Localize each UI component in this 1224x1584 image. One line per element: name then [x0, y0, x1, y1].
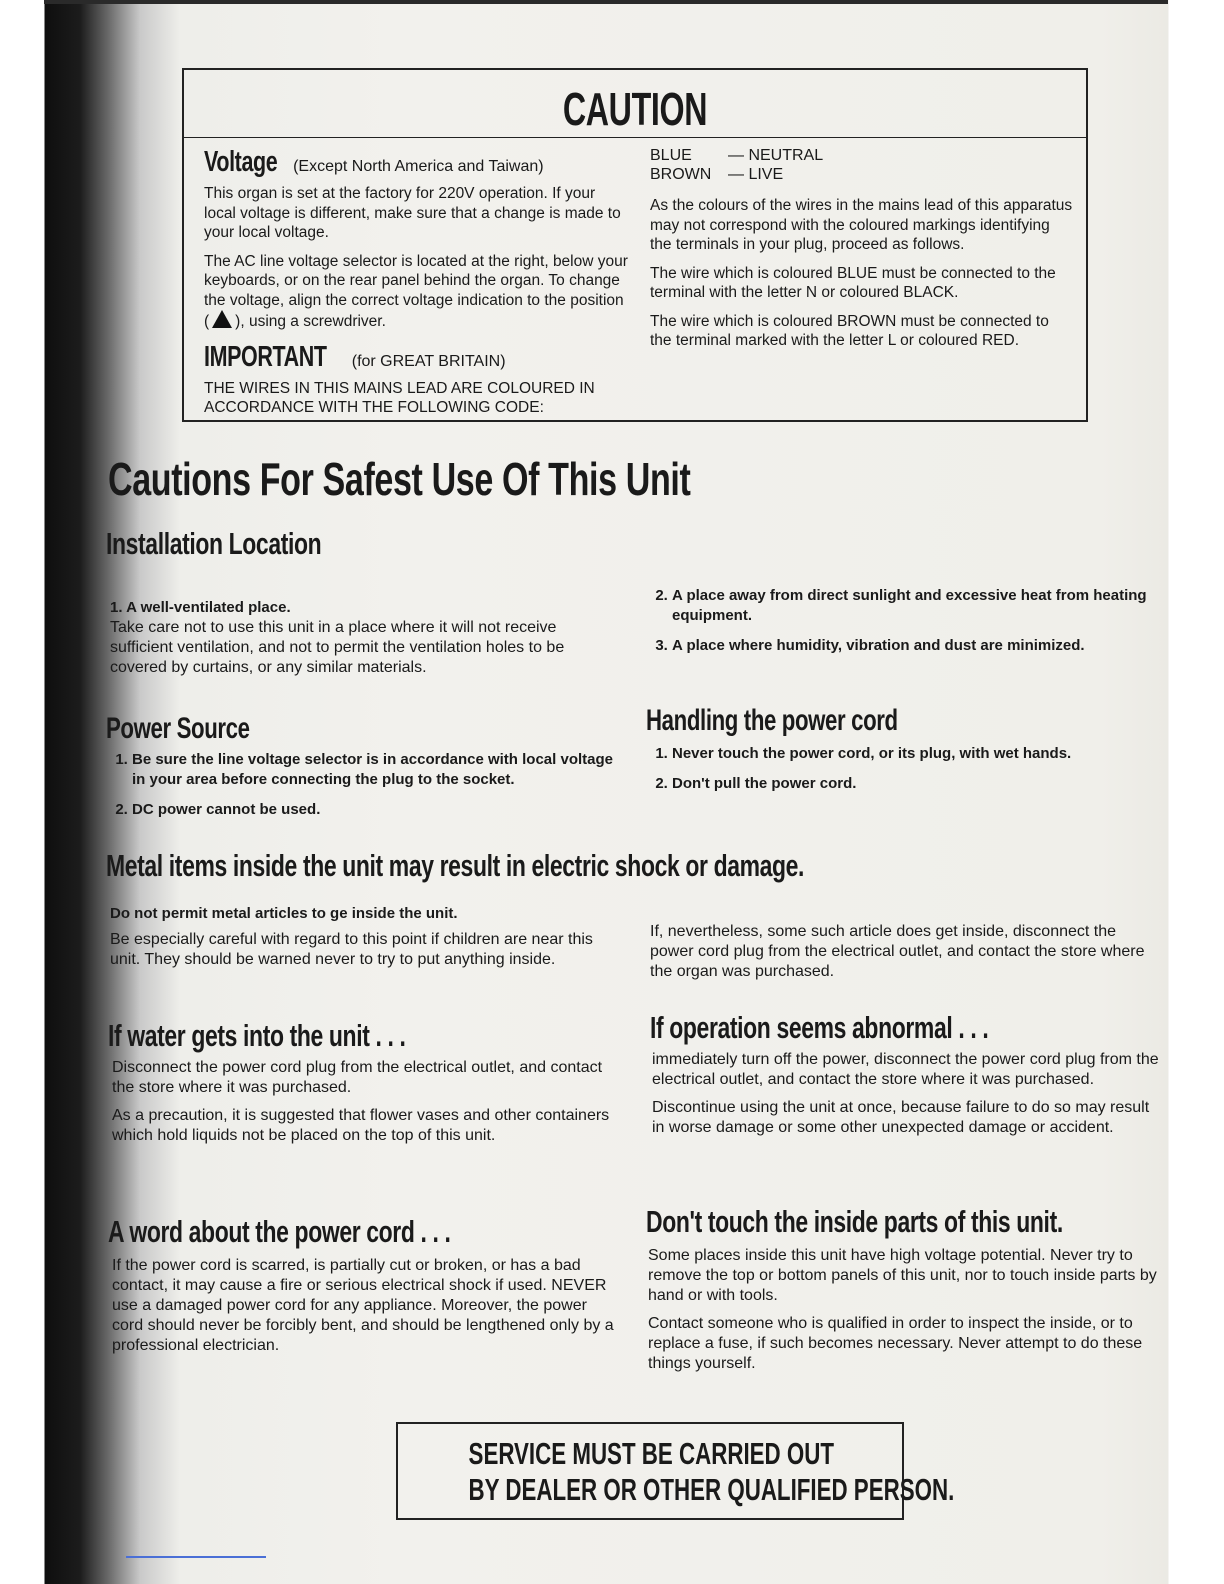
metal-right-paragraph: If, nevertheless, some such article does get inside, disconnect the power cord plug from the electrical outlet, and contact the store where the organ was purchased.	[650, 923, 1145, 980]
abnormal-paragraph-1: immediately turn off the power, disconnect the power cord plug from the electrical outlet, and contact the store where it was purchased.	[652, 1051, 1159, 1088]
water-paragraph-1: Disconnect the power cord plug from the electrical outlet, and contact the store where it was purchased.	[112, 1059, 603, 1096]
installation-heading: Installation Location	[106, 526, 322, 561]
top-edge-line	[44, 0, 1168, 4]
code-brown-meaning: — LIVE	[728, 166, 784, 183]
wires-paragraph-3: The wire which is coloured BROWN must be connected to the terminal marked with the letter L or coloured RED.	[650, 312, 1049, 349]
abnormal-heading: If operation seems abnormal . . .	[650, 1010, 989, 1045]
abnormal-text	[652, 1050, 1164, 1146]
metal-lead: Do not permit metal articles to ge inside the unit.	[110, 905, 458, 922]
voltage-paragraph-1: This organ is set at the factory for 220V operation. If your local voltage is different, make sure that a change is made to your local voltage.	[204, 185, 621, 241]
important-heading: IMPORTANT	[204, 340, 327, 373]
metal-heading: Metal items inside the unit may result in electric shock or damage.	[106, 848, 805, 883]
service-line-2: BY DEALER OR OTHER QUALIFIED PERSON.	[468, 1472, 955, 1507]
voltage-paragraph-2: The AC line voltage selector is located at the right, below your keyboards, or on the rear panel behind the organ. To change the voltage, align the correct voltage indication to the position ( ), using a screwdriver.	[204, 252, 628, 330]
installation-item-1-body: Take care not to use this unit in a place where it will not receive sufficient ventilation, and not to permit the ventilation holes to be covered by curtains, or any similar materials.	[110, 619, 565, 676]
wires-paragraph-1: As the colours of the wires in the mains lead of this apparatus may not correspond with the coloured markings identifying the terminals in your plug, proceed as follows.	[650, 197, 1073, 253]
installation-item-1: 1. A well-ventilated place. Take care not to use this unit in a place where it will not receive sufficient ventilation, and not to permit the ventilation holes to be covered by curtains, or any similar materials.	[110, 598, 620, 678]
wires-paragraph-2: The wire which is coloured BLUE must be connected to the terminal with the letter N or coloured BLACK.	[650, 264, 1056, 301]
water-paragraph-2: As a precaution, it is suggested that flower vases and other containers which hold liquids not be placed on the top of this unit.	[112, 1107, 610, 1144]
installation-item-2: 2. A place away from direct sunlight and excessive heat from heating equipment.	[672, 586, 1148, 626]
power-source-list	[110, 750, 622, 830]
caution-title: CAUTION	[562, 83, 708, 135]
code-blue-meaning: — NEUTRAL	[728, 147, 824, 164]
caution-box	[182, 68, 1088, 422]
caution-divider	[184, 137, 1086, 138]
power-source-item-1: 1. Be sure the line voltage selector is in accordance with local voltage in your area before connecting the plug to the socket.	[132, 750, 622, 790]
triangle-marker-icon	[212, 310, 232, 328]
handling-cord-list	[648, 744, 1148, 804]
inside-parts-paragraph-1: Some places inside this unit have high voltage potential. Never try to remove the top or bottom panels of this unit, nor to touch inside parts by hand or with tools.	[648, 1247, 1157, 1304]
voltage-note: (Except North America and Taiwan)	[293, 158, 544, 175]
code-blue-color: BLUE	[650, 147, 692, 164]
important-note: (for GREAT BRITAIN)	[351, 352, 506, 370]
service-notice-box	[396, 1422, 955, 1520]
handling-cord-item-2: 2. Don't pull the power cord.	[672, 774, 1148, 794]
code-brown-color: BROWN	[650, 166, 712, 183]
footer-link-underline	[126, 1556, 266, 1558]
important-paragraph: THE WIRES IN THIS MAINS LEAD ARE COLOURED IN ACCORDANCE WITH THE FOLLOWING CODE:	[204, 379, 595, 416]
voltage-heading: Voltage	[204, 146, 278, 178]
water-text	[112, 1058, 624, 1154]
handling-cord-heading: Handling the power cord	[646, 704, 898, 737]
metal-left-paragraph: Be especially careful with regard to this point if children are near this unit. They should be warned never to try to put anything inside.	[110, 931, 593, 968]
installation-item-1-title: A well-ventilated place.	[126, 599, 291, 616]
installation-items-right	[648, 586, 1148, 666]
service-line-1: SERVICE MUST BE CARRIED OUT	[468, 1436, 834, 1471]
power-source-item-2: 2. DC power cannot be used.	[132, 800, 622, 820]
abnormal-paragraph-2: Discontinue using the unit at once, because failure to do so may result in worse damage or some other unexpected damage or accident.	[652, 1099, 1150, 1136]
inside-parts-text	[648, 1246, 1160, 1382]
installation-item-3: 3. A place where humidity, vibration and dust are minimized.	[672, 636, 1148, 656]
wire-color-codes	[650, 146, 1074, 184]
caution-left-column	[204, 146, 630, 427]
inside-parts-heading: Don't touch the inside parts of this unit.	[646, 1204, 1063, 1239]
caution-right-column	[650, 146, 1074, 360]
water-heading: If water gets into the unit . . .	[108, 1018, 406, 1053]
cord-word-paragraph: If the power cord is scarred, is partially cut or broken, or has a bad contact, it may cause a fire or serious electrical shock if used. NEVER use a damaged power cord for any appliance. Moreover, the power cord should never be forcibly bent, and should be lengthened only by a professional electrician.	[112, 1257, 614, 1354]
inside-parts-paragraph-2: Contact someone who is qualified in order to inspect the inside, or to replace a fuse, if such becomes necessary. Never attempt to do these things yourself.	[648, 1315, 1143, 1372]
power-source-heading: Power Source	[106, 712, 250, 745]
cord-word-heading: A word about the power cord . . .	[108, 1214, 451, 1249]
handling-cord-item-1: 1. Never touch the power cord, or its plug, with wet hands.	[672, 744, 1148, 764]
main-title: Cautions For Safest Use Of This Unit	[108, 453, 691, 505]
